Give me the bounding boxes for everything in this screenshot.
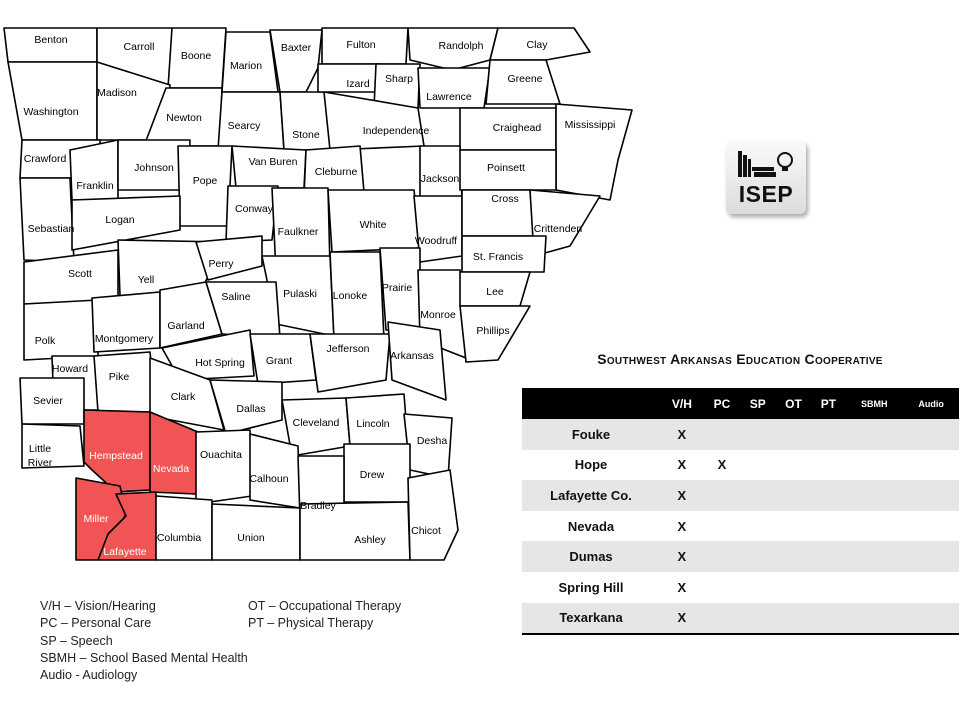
service-cell [704,603,740,635]
service-cell [812,450,846,481]
table-row [522,541,959,572]
county-label-conway: Conway [235,202,273,215]
service-cell [812,511,846,542]
service-cell [740,603,775,635]
column-header-audio: Audio [903,388,959,419]
county-label-mississippi: Mississippi [564,118,616,131]
county-label-poinsett: Poinsett [487,161,525,174]
county-label-pike: Pike [108,370,130,383]
county-label-crawford: Crawford [23,152,67,165]
county-baxter [270,30,322,92]
county-polk [24,300,98,360]
service-cell [812,480,846,511]
service-cell: X [704,450,740,481]
column-header-pt: PT [812,388,846,419]
county-label-saline: Saline [221,290,251,303]
county-label-polk: Polk [34,334,56,347]
county-label-stone: Stone [292,128,320,141]
legend-left [40,598,248,684]
county-label-lincoln: Lincoln [356,417,390,430]
service-cell: X [660,419,704,450]
service-cell [812,603,846,635]
table-row [522,511,959,542]
legend-item: PT – Physical Therapy [248,616,374,631]
service-cell [740,511,775,542]
column-header-pc: PC [704,388,740,419]
service-cell [903,603,959,635]
county-woodruff [414,196,462,262]
county-label-hempstead: Hempstead [89,449,143,462]
column-header-site [522,388,660,419]
county-label-miller: Miller [83,512,109,525]
county-label-st-francis: St. Francis [472,250,524,263]
service-cell: X [660,572,704,603]
county-label-franklin: Franklin [76,179,114,192]
county-label-greene: Greene [507,72,543,85]
county-label-marion: Marion [229,59,263,72]
service-cell [775,541,811,572]
county-label-crittenden: Crittenden [533,222,583,235]
service-cell [812,541,846,572]
legend-item: SP – Speech [40,633,113,648]
county-label-washington: Washington [23,105,79,118]
county-label-chicot: Chicot [411,524,441,537]
county-label-lawrence: Lawrence [426,90,472,103]
service-cell [845,603,903,635]
county-label-white: White [359,218,387,231]
county-label-scott: Scott [68,267,92,280]
column-header-ot: OT [775,388,811,419]
county-label-sharp: Sharp [384,72,414,85]
county-label-van-buren: Van Buren [248,155,298,168]
site-name-cell: Nevada [522,511,660,542]
service-cell [775,480,811,511]
county-label-woodruff: Woodruff [414,234,458,247]
service-cell [845,541,903,572]
table-row [522,572,959,603]
service-cell [740,572,775,603]
table-row [522,603,959,635]
table-row [522,450,959,481]
site-name-cell: Texarkana [522,603,660,635]
county-label-union: Union [237,531,265,544]
county-label-independence: Independence [362,124,430,137]
county-label-johnson: Johnson [134,161,174,174]
column-header-sbmh: SBMH [845,388,903,419]
county-label-garland: Garland [167,319,205,332]
county-columbia [156,496,212,560]
site-name-cell: Hope [522,450,660,481]
service-cell [903,572,959,603]
services-table-body [522,419,959,634]
county-washington [8,62,97,140]
county-label-columbia: Columbia [156,531,202,544]
service-cell [903,419,959,450]
county-label-lee: Lee [486,285,504,298]
county-label-grant: Grant [265,354,293,367]
county-label-lafayette: Lafayette [103,545,147,558]
county-label-yell: Yell [137,273,155,286]
services-table [522,388,959,635]
county-label-calhoun: Calhoun [249,472,289,485]
county-label-prairie: Prairie [381,281,413,294]
service-cell [845,450,903,481]
county-label-boone: Boone [180,49,212,62]
column-header-v-h: V/H [660,388,704,419]
service-cell [775,511,811,542]
county-label-faulkner: Faulkner [277,225,319,238]
service-cell [704,511,740,542]
county-label-montgomery: Montgomery [94,332,154,345]
county-chicot [408,470,458,560]
county-label-ouachita: Ouachita [199,448,243,461]
county-label-newton: Newton [166,111,202,124]
county-label-jefferson: Jefferson [326,342,370,355]
county-label-drew: Drew [359,468,385,481]
county-label-carroll: Carroll [123,40,155,53]
county-label-dallas: Dallas [236,402,266,415]
service-cell [775,450,811,481]
service-cell [903,450,959,481]
county-label-madison: Madison [97,86,137,99]
county-sebastian [20,178,74,262]
service-cell [845,572,903,603]
service-cell [704,572,740,603]
service-cell: X [660,541,704,572]
county-label-pope: Pope [192,174,218,187]
books-and-lightbulb-icon [736,149,796,179]
site-name-cell: Fouke [522,419,660,450]
service-cell [845,419,903,450]
service-cell [740,419,775,450]
county-label-fulton: Fulton [346,38,376,51]
county-label-clark: Clark [170,390,196,403]
service-cell [704,419,740,450]
legend-item: OT – Occupational Therapy [248,599,402,613]
county-label-izard: Izard [346,77,370,90]
service-cell [775,603,811,635]
service-cell [903,480,959,511]
county-label-logan: Logan [105,213,135,226]
service-cell [775,419,811,450]
county-label-bradley: Bradley [300,499,336,512]
county-label-monroe: Monroe [420,308,456,321]
table-row [522,419,959,450]
county-label-arkansas: Arkansas [390,349,434,362]
service-cell [812,419,846,450]
service-cell [775,572,811,603]
county-label-desha: Desha [416,434,448,447]
county-label-searcy: Searcy [227,119,261,132]
county-label-sebastian: Sebastian [27,222,75,235]
service-cell: X [660,511,704,542]
service-cell: X [660,603,704,635]
site-name-cell: Dumas [522,541,660,572]
table-row [522,480,959,511]
service-cell [740,450,775,481]
legend-right [248,598,401,633]
service-cell [903,511,959,542]
county-ouachita [196,430,252,504]
service-cell [812,572,846,603]
service-cell: X [660,480,704,511]
county-label-howard: Howard [51,362,89,375]
county-label-baxter: Baxter [280,41,312,54]
service-cell [704,541,740,572]
cooperative-title: Southwest Arkansas Education Cooperative [597,351,883,367]
column-header-sp: SP [740,388,775,419]
county-label-pulaski: Pulaski [283,287,317,300]
county-label-clay: Clay [526,38,548,51]
services-table-header [522,388,959,419]
county-label-nevada: Nevada [152,462,190,475]
service-cell [740,541,775,572]
county-label-phillips: Phillips [476,324,510,337]
county-label-benton: Benton [34,33,68,46]
county-label-randolph: Randolph [438,39,484,52]
county-label-hot-spring: Hot Spring [195,356,245,369]
service-cell [740,480,775,511]
legend-item: PC – Personal Care [40,616,152,631]
county-label-jackson: Jackson [420,172,460,185]
service-cell [845,480,903,511]
logo-text: ISEP [738,181,794,207]
isep-logo [726,141,806,214]
site-name-cell: Spring Hill [522,572,660,603]
county-label-little-river: Little River [27,442,53,469]
legend-item: SBMH – School Based Mental Health [40,650,248,665]
county-label-cross: Cross [491,192,519,205]
site-name-cell: Lafayette Co. [522,480,660,511]
service-cell [704,480,740,511]
legend-item: Audio - Audiology [40,668,138,683]
service-cell: X [660,450,704,481]
county-label-ashley: Ashley [354,533,386,546]
county-label-sevier: Sevier [33,394,63,407]
county-label-perry: Perry [208,257,234,270]
county-label-craighead: Craighead [492,121,542,134]
service-cell [845,511,903,542]
county-calhoun [250,434,300,508]
legend-item: V/H – Vision/Hearing [40,599,156,613]
service-cell [903,541,959,572]
county-label-cleburne: Cleburne [314,165,358,178]
county-label-cleveland: Cleveland [292,416,340,429]
county-label-lonoke: Lonoke [332,289,368,302]
